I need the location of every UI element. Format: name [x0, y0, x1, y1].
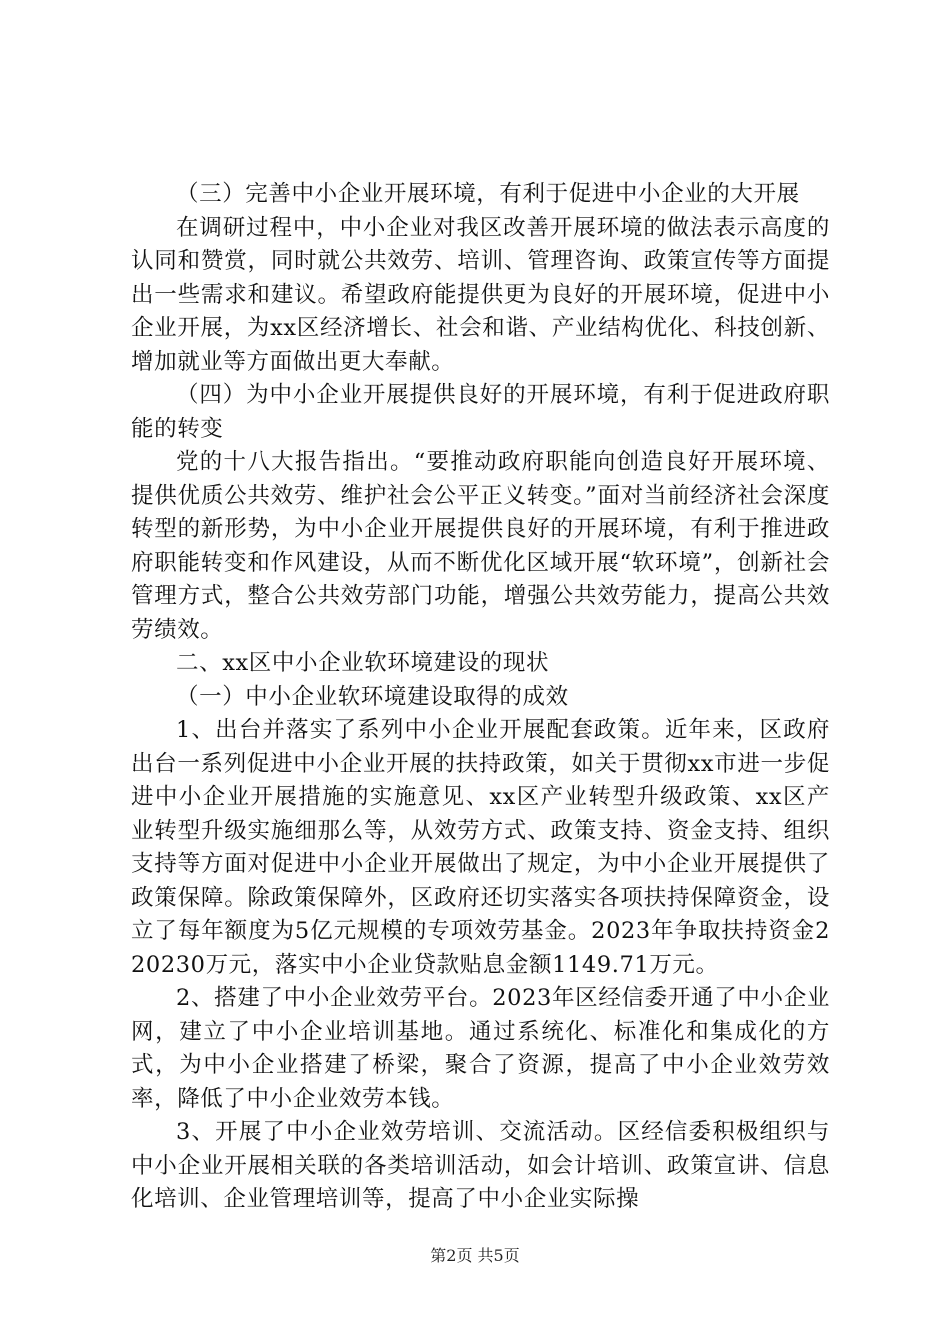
body-paragraph: 2、搭建了中小企业效劳平台。2023年区经信委开通了中小企业网，建立了中小企业培训基地。通过系统化、标准化和集成化的方式，为中小企业搭建了桥梁，聚合了资源，提高了中小企业效劳效率，降低了中小企业效劳本钱。 [131, 985, 830, 1112]
document-body [131, 178, 830, 1217]
section-heading-3: （三）完善中小企业开展环境，有利于促进中小企业的大开展 [176, 181, 800, 207]
section-heading-4: （四）为中小企业开展提供良好的开展环境，有利于促进政府职能的转变 [131, 382, 830, 442]
page-number-footer: 第2页 共5页 [430, 1246, 520, 1265]
chapter-heading-2: 二、xx区中小企业软环境建设的现状 [176, 650, 550, 676]
body-paragraph: 3、开展了中小企业效劳培训、交流活动。区经信委积极组织与中小企业开展相关联的各类培训活动，如会计培训、政策宣讲、信息化培训、企业管理培训等，提高了中小企业实际操 [131, 1119, 830, 1212]
body-paragraph: 1、出台并落实了系列中小企业开展配套政策。近年来，区政府出台一系列促进中小企业开展的扶持政策，如关于贯彻xx市进一步促进中小企业开展措施的实施意见、xx区产业转型升级政策、xx区产业转型升级实施细那么等，从效劳方式、政策支持、资金支持、组织支持等方面对促进中小企业开展做出了规定，为中小企业开展提供了政策保障。除政策保障外，区政府还切实落实各项扶持保障资金，设立了每年额度为5亿元规模的专项效劳基金。2023年争取扶持资金220230万元，落实中小企业贷款贴息金额1149.71万元。 [131, 717, 830, 978]
body-paragraph: 在调研过程中，中小企业对我区改善开展环境的做法表示高度的认同和赞赏，同时就公共效劳、培训、管理咨询、政策宣传等方面提出一些需求和建议。希望政府能提供更为良好的开展环境，促进中小企业开展，为xx区经济增长、社会和谐、产业结构优化、科技创新、增加就业等方面做出更大奉献。 [131, 214, 830, 375]
body-paragraph: 党的十八大报告指出。“要推动政府职能向创造良好开展环境、提供优质公共效劳、维护社会公平正义转变。”面对当前经济社会深度转型的新形势，为中小企业开展提供良好的开展环境，有利于推进政府职能转变和作风建设，从而不断优化区域开展“软环境”，创新社会管理方式，整合公共效劳部门功能，增强公共效劳能力，提高公共效劳绩效。 [131, 449, 830, 643]
section-heading-2-1: （一）中小企业软环境建设取得的成效 [176, 683, 569, 710]
